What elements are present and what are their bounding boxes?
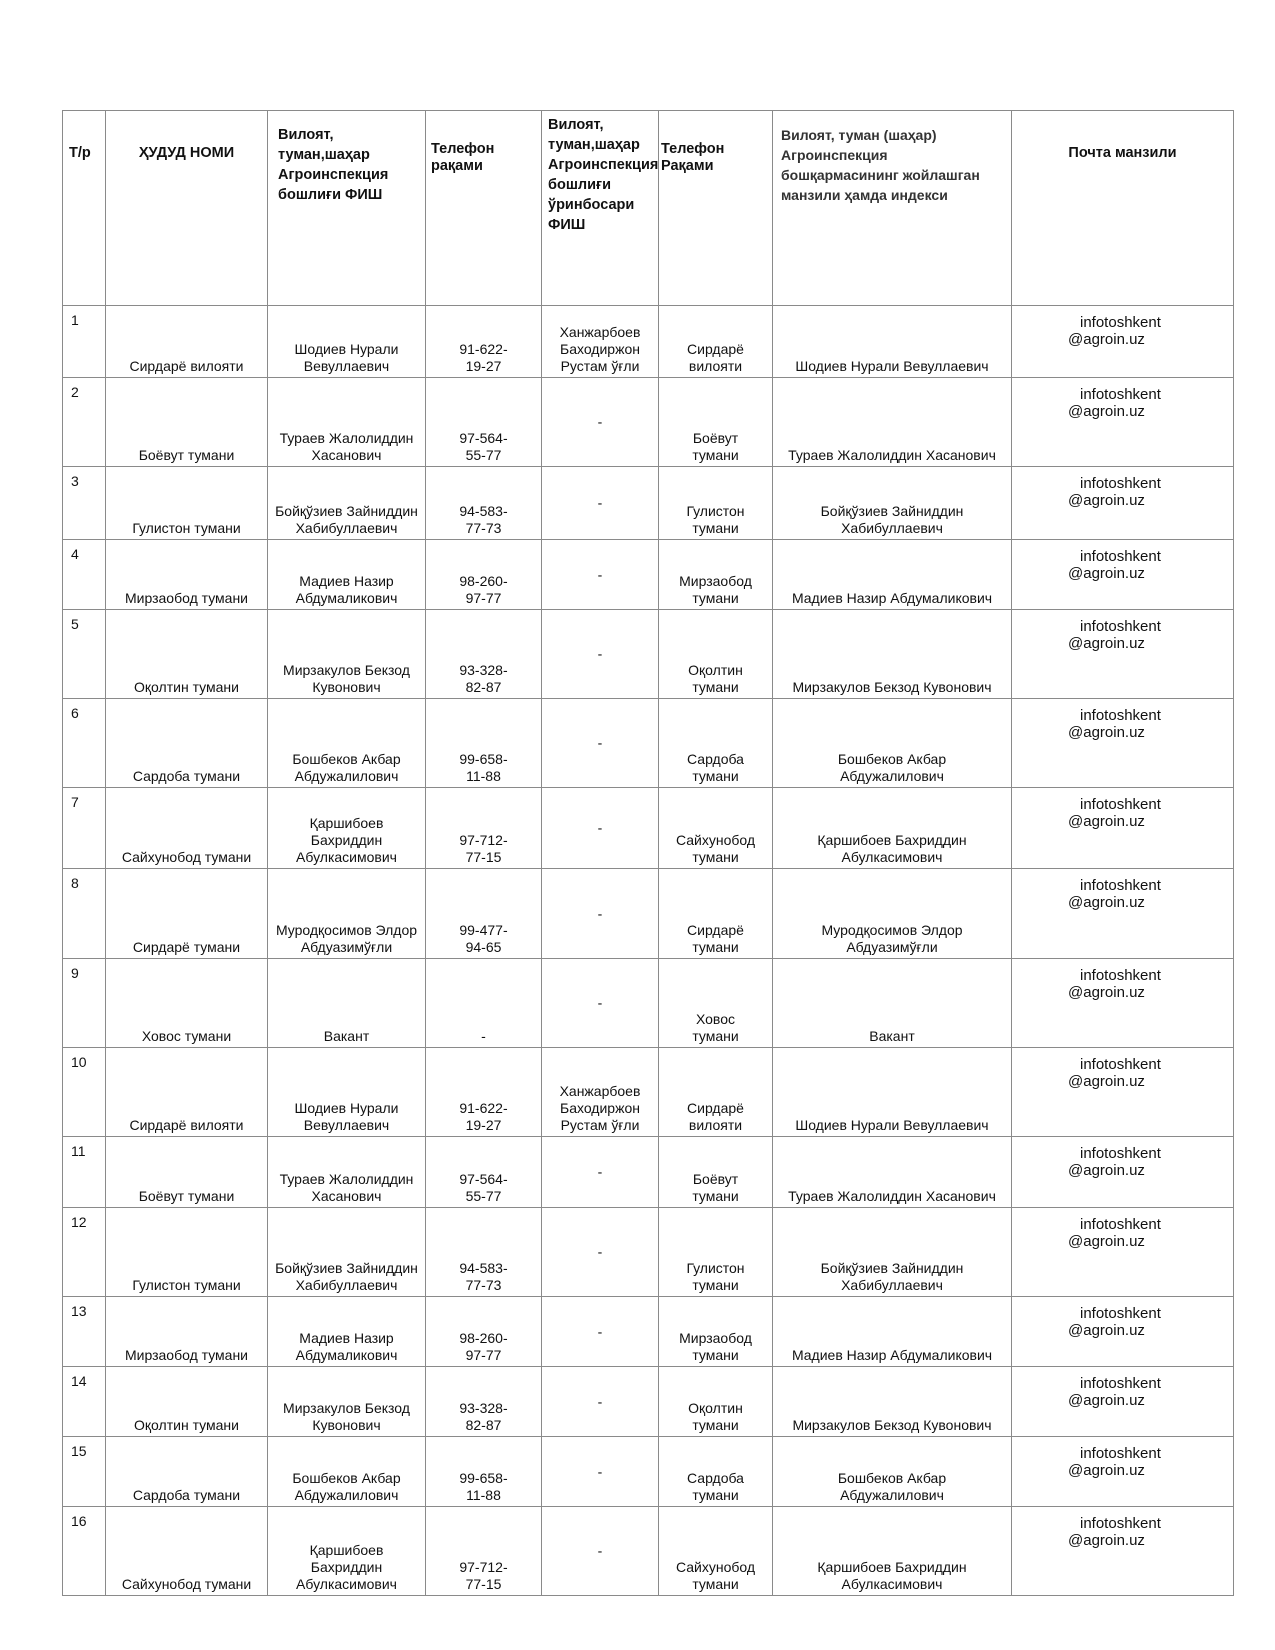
address-cell — [773, 1297, 1012, 1367]
mail-domain: @agroin.uz — [1068, 565, 1145, 582]
address-cell — [773, 378, 1012, 467]
region-cell — [106, 1367, 268, 1437]
chief-phone: 99-477-94-65 — [459, 922, 508, 955]
address-text: Бошбеков Акбар Абдужалилович — [837, 751, 947, 784]
mail-cell — [1012, 1048, 1234, 1137]
deputy-cell — [542, 306, 659, 378]
mail-cell — [1012, 1297, 1234, 1367]
phone-cell — [426, 699, 542, 788]
deputy-cell — [542, 1507, 659, 1596]
district-label: Сирдарё тумани — [687, 922, 744, 955]
table-row — [63, 1137, 1234, 1208]
chief-phone: 94-583-77-73 — [459, 503, 508, 536]
deputy-cell — [542, 1367, 659, 1437]
mail-cell — [1012, 959, 1234, 1048]
district-label: Боёвут тумани — [692, 1171, 739, 1204]
mail-address — [1068, 386, 1161, 420]
phone2-cell — [659, 1048, 773, 1137]
row-number: 9 — [63, 959, 106, 1048]
chief-cell — [268, 1507, 426, 1596]
region-name: Гулистон тумани — [132, 1277, 241, 1293]
region-cell — [106, 378, 268, 467]
phone2-cell — [659, 1297, 773, 1367]
region-cell — [106, 467, 268, 540]
phone2-cell — [659, 1507, 773, 1596]
row-number: 6 — [63, 699, 106, 788]
chief-phone: 97-712-77-15 — [459, 1559, 508, 1592]
region-cell — [106, 1137, 268, 1208]
phone2-cell — [659, 1437, 773, 1507]
chief-name: Шодиев Нурали Вевуллаевич — [294, 341, 399, 374]
chief-name: Тураев Жалолиддин Хасанович — [279, 430, 414, 463]
mail-cell — [1012, 610, 1234, 699]
address-text: Вакант — [869, 1028, 915, 1044]
table-row — [63, 540, 1234, 610]
mail-address — [1068, 1145, 1161, 1179]
district-label: Сирдарё вилояти — [687, 341, 744, 374]
chief-phone: 99-658-11-88 — [459, 1470, 508, 1503]
row-number: 10 — [63, 1048, 106, 1137]
deputy-name: - — [597, 1393, 603, 1409]
row-number: 13 — [63, 1297, 106, 1367]
phone-cell — [426, 1208, 542, 1297]
district-label: Гулистон тумани — [686, 503, 745, 536]
mail-address — [1068, 618, 1161, 652]
address-text: Қаршибоев Бахриддин Абулкасимович — [817, 832, 967, 865]
mail-cell — [1012, 1437, 1234, 1507]
deputy-name: - — [597, 734, 603, 751]
chief-cell — [268, 1048, 426, 1137]
address-text: Тураев Жалолиддин Хасанович — [788, 1188, 996, 1204]
chief-cell — [268, 540, 426, 610]
mail-cell — [1012, 378, 1234, 467]
phone-cell — [426, 1507, 542, 1596]
address-text: Тураев Жалолиддин Хасанович — [788, 447, 996, 463]
row-number: 5 — [63, 610, 106, 699]
chief-phone: 91-622-19-27 — [459, 1100, 508, 1133]
chief-name: Бошбеков Акбар Абдужалилович — [292, 1470, 401, 1503]
chief-cell — [268, 306, 426, 378]
region-name: Оқолтин тумани — [134, 679, 239, 695]
phone-cell — [426, 788, 542, 869]
table-row — [63, 467, 1234, 540]
mail-address — [1068, 707, 1161, 741]
mail-domain: @agroin.uz — [1068, 813, 1145, 830]
chief-name: Мирзакулов Бекзод Кувонович — [283, 1400, 410, 1433]
table-row — [63, 306, 1234, 378]
mail-domain: @agroin.uz — [1068, 1162, 1145, 1179]
chief-phone: 93-328-82-87 — [459, 662, 508, 695]
row-number: 7 — [63, 788, 106, 869]
chief-phone: 99-658-11-88 — [459, 751, 508, 784]
address-text: Мадиев Назир Абдумаликович — [791, 590, 993, 606]
address-cell — [773, 1507, 1012, 1596]
chief-cell — [268, 699, 426, 788]
deputy-cell — [542, 378, 659, 467]
chief-phone: 97-712-77-15 — [459, 832, 508, 865]
chief-cell — [268, 610, 426, 699]
table-row — [63, 699, 1234, 788]
chief-cell — [268, 1297, 426, 1367]
table-row — [63, 1208, 1234, 1297]
chief-cell — [268, 1367, 426, 1437]
mail-address — [1068, 877, 1161, 911]
district-label: Гулистон тумани — [686, 1260, 745, 1293]
table-row — [63, 1507, 1234, 1596]
deputy-name: - — [597, 1323, 603, 1339]
address-text: Мирзакулов Бекзод Кувонович — [792, 1417, 992, 1433]
region-cell — [106, 1437, 268, 1507]
table-row — [63, 959, 1234, 1048]
phone-cell — [426, 1367, 542, 1437]
table-row — [63, 1048, 1234, 1137]
chief-cell — [268, 1208, 426, 1297]
mail-user: infotoshkent — [1080, 1515, 1161, 1532]
mail-user: infotoshkent — [1080, 1056, 1161, 1073]
region-cell — [106, 788, 268, 869]
district-label: Сирдарё вилояти — [687, 1100, 744, 1133]
chief-phone: 93-328-82-87 — [459, 1400, 508, 1433]
phone-cell — [426, 869, 542, 959]
mail-cell — [1012, 869, 1234, 959]
header-region: ҲУДУД НОМИ — [106, 111, 268, 306]
phone2-cell — [659, 869, 773, 959]
mail-cell — [1012, 788, 1234, 869]
header-phone: Телефон рақами — [426, 111, 542, 306]
table-row — [63, 378, 1234, 467]
mail-user: infotoshkent — [1080, 548, 1161, 565]
phone2-cell — [659, 959, 773, 1048]
deputy-cell — [542, 1437, 659, 1507]
phone-cell — [426, 1297, 542, 1367]
region-name: Сирдарё вилояти — [129, 358, 244, 374]
phone-cell — [426, 540, 542, 610]
deputy-name: - — [597, 494, 603, 511]
mail-user: infotoshkent — [1080, 796, 1161, 813]
address-cell — [773, 1137, 1012, 1208]
deputy-cell — [542, 1297, 659, 1367]
mail-user: infotoshkent — [1080, 707, 1161, 724]
chief-phone: 97-564-55-77 — [459, 1171, 508, 1204]
table-row — [63, 869, 1234, 959]
mail-address — [1068, 548, 1161, 582]
region-cell — [106, 610, 268, 699]
address-cell — [773, 1208, 1012, 1297]
address-cell — [773, 467, 1012, 540]
mail-user: infotoshkent — [1080, 1145, 1161, 1162]
phone2-cell — [659, 467, 773, 540]
chief-name: Мирзакулов Бекзод Кувонович — [283, 662, 410, 695]
mail-domain: @agroin.uz — [1068, 1233, 1145, 1250]
deputy-name: - — [597, 1542, 603, 1559]
region-name: Сайхунобод тумани — [121, 849, 252, 865]
deputy-cell — [542, 1208, 659, 1297]
phone-cell — [426, 378, 542, 467]
phone-cell — [426, 306, 542, 378]
region-name: Мирзаобод тумани — [124, 590, 249, 606]
deputy-name: - — [597, 1243, 603, 1260]
chief-phone: 97-564-55-77 — [459, 430, 508, 463]
address-text: Шодиев Нурали Вевуллаевич — [795, 358, 989, 374]
phone2-cell — [659, 788, 773, 869]
chief-name: Мадиев Назир Абдумаликович — [295, 1330, 398, 1363]
phone2-cell — [659, 540, 773, 610]
phone2-cell — [659, 610, 773, 699]
deputy-name: - — [597, 413, 603, 430]
address-cell — [773, 788, 1012, 869]
chief-phone: 98-260-97-77 — [459, 573, 508, 606]
region-name: Гулистон тумани — [132, 520, 241, 536]
mail-address — [1068, 1216, 1161, 1250]
table-row — [63, 1437, 1234, 1507]
region-name: Боёвут тумани — [138, 447, 235, 463]
mail-domain: @agroin.uz — [1068, 492, 1145, 509]
deputy-cell — [542, 1048, 659, 1137]
district-label: Оқолтин тумани — [688, 1400, 743, 1433]
row-number: 2 — [63, 378, 106, 467]
row-number: 15 — [63, 1437, 106, 1507]
address-text: Мирзакулов Бекзод Кувонович — [792, 679, 992, 695]
mail-cell — [1012, 699, 1234, 788]
table-row — [63, 1297, 1234, 1367]
region-name: Сирдарё тумани — [132, 939, 241, 955]
phone-cell — [426, 1048, 542, 1137]
mail-domain: @agroin.uz — [1068, 1322, 1145, 1339]
deputy-cell — [542, 467, 659, 540]
deputy-cell — [542, 540, 659, 610]
mail-cell — [1012, 540, 1234, 610]
deputy-name: - — [597, 905, 603, 921]
header-address: Вилоят, туман (шаҳар) Агроинспекция бошқармасининг жойлашган манзили ҳамда индекси — [773, 111, 1012, 306]
chief-name: Бойқўзиев Зайниддин Хабибуллаевич — [275, 1260, 418, 1293]
mail-address — [1068, 1056, 1161, 1090]
phone2-cell — [659, 378, 773, 467]
mail-user: infotoshkent — [1080, 1216, 1161, 1233]
header-chief: Вилоят, туман,шаҳар Агроинспекция бошлиғи ФИШ — [268, 111, 426, 306]
address-cell — [773, 306, 1012, 378]
table-row — [63, 788, 1234, 869]
row-number: 14 — [63, 1367, 106, 1437]
region-cell — [106, 1208, 268, 1297]
header-num: Т/р — [63, 111, 106, 306]
row-number: 11 — [63, 1137, 106, 1208]
phone2-cell — [659, 306, 773, 378]
address-cell — [773, 540, 1012, 610]
chief-cell — [268, 1137, 426, 1208]
row-number: 3 — [63, 467, 106, 540]
chief-cell — [268, 788, 426, 869]
phone-cell — [426, 1437, 542, 1507]
chief-name: Тураев Жалолиддин Хасанович — [279, 1171, 414, 1204]
deputy-name: - — [597, 645, 603, 662]
mail-domain: @agroin.uz — [1068, 1073, 1145, 1090]
phone2-cell — [659, 699, 773, 788]
mail-domain: @agroin.uz — [1068, 894, 1145, 911]
region-name: Сардоба тумани — [132, 1487, 241, 1503]
chief-cell — [268, 1437, 426, 1507]
address-cell — [773, 610, 1012, 699]
district-label: Мирзаобод тумани — [679, 1330, 752, 1363]
mail-user: infotoshkent — [1080, 877, 1161, 894]
mail-cell — [1012, 1367, 1234, 1437]
mail-domain: @agroin.uz — [1068, 1392, 1145, 1409]
mail-user: infotoshkent — [1080, 1375, 1161, 1392]
mail-domain: @agroin.uz — [1068, 635, 1145, 652]
chief-name: Қаршибоев Бахриддин Абулкасимович — [296, 1542, 397, 1592]
agroinspection-contacts-table — [62, 110, 1234, 1596]
chief-name: Мадиев Назир Абдумаликович — [295, 573, 398, 606]
mail-user: infotoshkent — [1080, 314, 1161, 331]
district-label: Сардоба тумани — [687, 1470, 744, 1503]
address-cell — [773, 1048, 1012, 1137]
chief-phone: - — [481, 1028, 486, 1044]
address-cell — [773, 699, 1012, 788]
mail-domain: @agroin.uz — [1068, 403, 1145, 420]
mail-address — [1068, 1305, 1161, 1339]
mail-domain: @agroin.uz — [1068, 724, 1145, 741]
mail-cell — [1012, 306, 1234, 378]
deputy-name: Ханжарбоев Баходиржон Рустам ўғли — [559, 1083, 641, 1133]
chief-cell — [268, 467, 426, 540]
chief-phone: 98-260-97-77 — [459, 1330, 508, 1363]
mail-user: infotoshkent — [1080, 1445, 1161, 1462]
mail-user: infotoshkent — [1080, 618, 1161, 635]
header-row — [63, 111, 1234, 306]
row-number: 16 — [63, 1507, 106, 1596]
deputy-name: - — [597, 819, 603, 836]
mail-user: infotoshkent — [1080, 1305, 1161, 1322]
region-cell — [106, 306, 268, 378]
row-number: 12 — [63, 1208, 106, 1297]
address-cell — [773, 869, 1012, 959]
region-cell — [106, 1048, 268, 1137]
chief-cell — [268, 959, 426, 1048]
chief-cell — [268, 378, 426, 467]
address-text: Бошбеков Акбар Абдужалилович — [837, 1470, 947, 1503]
mail-user: infotoshkent — [1080, 967, 1161, 984]
header-mail: Почта манзили — [1012, 111, 1234, 306]
phone2-cell — [659, 1137, 773, 1208]
header-deputy: Вилоят, туман,шаҳар Агроинспекция бошлиғи ўринбосари ФИШ — [542, 111, 659, 306]
district-label: Боёвут тумани — [692, 430, 739, 463]
mail-cell — [1012, 1208, 1234, 1297]
region-cell — [106, 1297, 268, 1367]
mail-domain: @agroin.uz — [1068, 1462, 1145, 1479]
mail-address — [1068, 796, 1161, 830]
mail-address — [1068, 1375, 1161, 1409]
phone-cell — [426, 467, 542, 540]
deputy-name: Ханжарбоев Баходиржон Рустам ўғли — [559, 324, 641, 374]
region-cell — [106, 959, 268, 1048]
phone2-cell — [659, 1208, 773, 1297]
address-text: Шодиев Нурали Вевуллаевич — [795, 1117, 989, 1133]
region-cell — [106, 1507, 268, 1596]
address-cell — [773, 959, 1012, 1048]
district-label: Сайхунобод тумани — [675, 832, 756, 865]
phone2-cell — [659, 1367, 773, 1437]
chief-cell — [268, 869, 426, 959]
chief-phone: 91-622-19-27 — [459, 341, 508, 374]
row-number: 1 — [63, 306, 106, 378]
mail-domain: @agroin.uz — [1068, 984, 1145, 1001]
district-label: Сайхунобод тумани — [675, 1559, 756, 1592]
address-text: Мадиев Назир Абдумаликович — [791, 1347, 993, 1363]
phone-cell — [426, 959, 542, 1048]
mail-cell — [1012, 467, 1234, 540]
table-row — [63, 1367, 1234, 1437]
region-name: Оқолтин тумани — [134, 1417, 239, 1433]
mail-address — [1068, 475, 1161, 509]
district-label: Оқолтин тумани — [688, 662, 743, 695]
region-cell — [106, 699, 268, 788]
mail-domain: @agroin.uz — [1068, 1532, 1145, 1549]
deputy-cell — [542, 959, 659, 1048]
region-name: Боёвут тумани — [138, 1188, 235, 1204]
chief-name: Бошбеков Акбар Абдужалилович — [292, 751, 401, 784]
mail-cell — [1012, 1507, 1234, 1596]
mail-user: infotoshkent — [1080, 386, 1161, 403]
region-name: Сардоба тумани — [132, 768, 241, 784]
mail-user: infotoshkent — [1080, 475, 1161, 492]
deputy-cell — [542, 869, 659, 959]
address-text: Бойқўзиев Зайниддин Хабибуллаевич — [820, 503, 964, 536]
mail-address — [1068, 314, 1161, 348]
table-row — [63, 610, 1234, 699]
region-name: Мирзаобод тумани — [124, 1347, 249, 1363]
deputy-cell — [542, 788, 659, 869]
address-cell — [773, 1437, 1012, 1507]
address-text: Бойқўзиев Зайниддин Хабибуллаевич — [820, 1260, 964, 1293]
chief-phone: 94-583-77-73 — [459, 1260, 508, 1293]
region-cell — [106, 540, 268, 610]
deputy-name: - — [597, 1163, 603, 1180]
chief-name: Бойқўзиев Зайниддин Хабибуллаевич — [275, 503, 418, 536]
region-name: Сайхунобод тумани — [121, 1576, 252, 1592]
region-name: Ховос тумани — [141, 1028, 232, 1044]
mail-address — [1068, 967, 1161, 1001]
row-number: 8 — [63, 869, 106, 959]
chief-name: Шодиев Нурали Вевуллаевич — [294, 1100, 399, 1133]
header-phone2: Телефон Рақами — [659, 111, 773, 306]
region-name: Сирдарё вилояти — [129, 1117, 244, 1133]
mail-address — [1068, 1445, 1161, 1479]
chief-name: Муродқосимов Элдор Абдуазимўғли — [275, 922, 418, 955]
deputy-name: - — [597, 566, 603, 582]
deputy-cell — [542, 699, 659, 788]
deputy-name: - — [597, 994, 603, 1011]
row-number: 4 — [63, 540, 106, 610]
chief-name: Вакант — [323, 1028, 370, 1044]
mail-domain: @agroin.uz — [1068, 331, 1145, 348]
chief-name: Қаршибоев Бахриддин Абулкасимович — [296, 815, 397, 865]
district-label: Ховос тумани — [692, 1011, 739, 1044]
region-cell — [106, 869, 268, 959]
district-label: Сардоба тумани — [687, 751, 744, 784]
address-cell — [773, 1367, 1012, 1437]
district-label: Мирзаобод тумани — [679, 573, 752, 606]
phone-cell — [426, 610, 542, 699]
mail-cell — [1012, 1137, 1234, 1208]
deputy-name: - — [597, 1463, 603, 1479]
mail-address — [1068, 1515, 1161, 1549]
phone-cell — [426, 1137, 542, 1208]
address-text: Қаршибоев Бахриддин Абулкасимович — [817, 1559, 967, 1592]
deputy-cell — [542, 1137, 659, 1208]
deputy-cell — [542, 610, 659, 699]
address-text: Муродқосимов Элдор Абдуазимўғли — [821, 922, 963, 955]
